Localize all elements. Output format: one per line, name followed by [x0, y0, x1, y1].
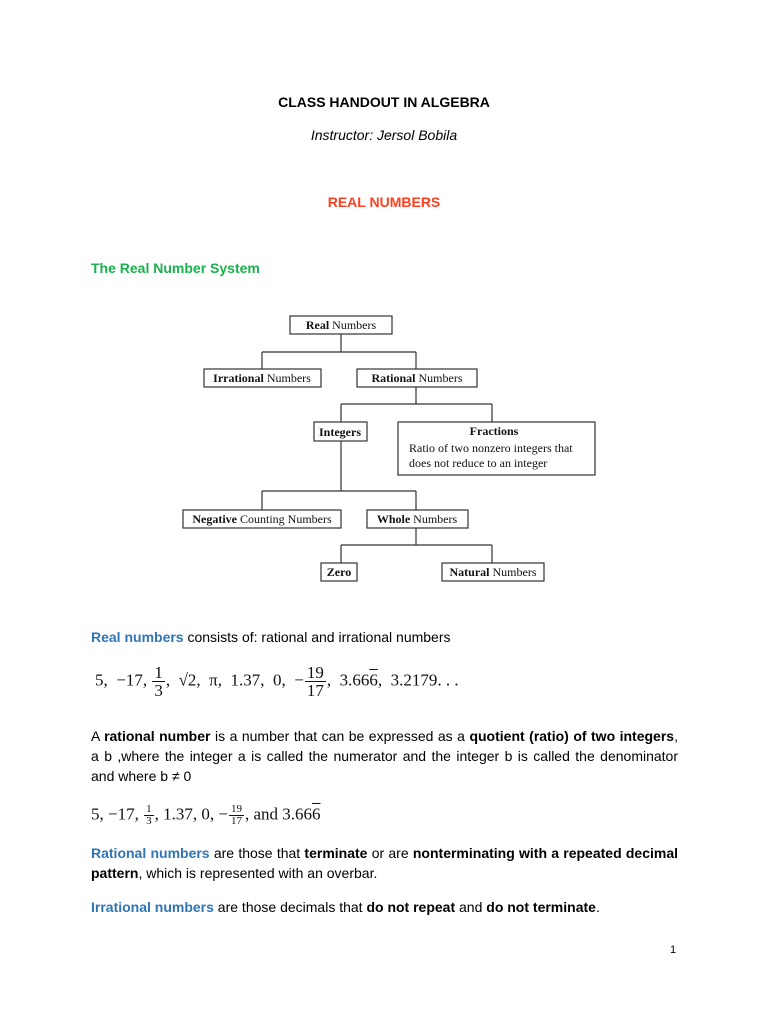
section-title: REAL NUMBERS	[327, 194, 441, 210]
fraction-one-third: $\frac{1}{3}$	[154, 663, 163, 700]
term-real-numbers: Real numbers	[91, 629, 184, 645]
node-integers: Integers	[319, 425, 361, 439]
fraction-nineteen-seventeenths: $\frac{19}{17}$	[306, 663, 324, 700]
term-rational-numbers: Rational numbers	[91, 845, 210, 861]
term-irrational-numbers: Irrational numbers	[91, 899, 214, 915]
page-number: 1	[670, 944, 677, 956]
node-irrational-numbers: Irrational Numbers	[213, 371, 311, 385]
real-number-system-diagram	[0, 300, 768, 595]
node-fractions-desc-1: Ratio of two nonzero integers that	[409, 441, 573, 455]
node-fractions-title: Fractions	[469, 424, 519, 438]
example-rational-numbers: 5, −17, $\frac{1}{3}$ , 1.37, 0, − $\frac{19}{17}$ , and 3.666	[91, 803, 321, 827]
paragraph-rational-number-definition: A rational number is a number that can be expressed as a quotient (ratio) of two integers, a b ,where the integer a is called the numerator and the integer b is called the denominator and where b ≠ 0	[91, 728, 678, 784]
node-fractions-desc-2: does not reduce to an integer	[409, 456, 548, 470]
paragraph-rational-numbers: Rational numbers are those that terminate or are nonterminating with a repeated decimal pattern, which is represented with an overbar.	[91, 845, 679, 881]
node-whole-numbers: Whole Numbers	[376, 512, 458, 526]
node-negative-counting-numbers: Negative Counting Numbers	[192, 512, 332, 526]
document-title: CLASS HANDOUT IN ALGEBRA	[278, 94, 490, 110]
node-rational-numbers: Rational Numbers	[371, 371, 463, 385]
node-zero: Zero	[326, 565, 352, 579]
example-real-numbers: 5, −17, $\frac{1}{3}$ , √2, π, 1.37, 0, − $\frac{19}{17}$ , 3.666, 3.2179. . .	[95, 663, 459, 700]
fraction-one-third-small: $\frac{1}{3}$	[146, 803, 152, 827]
instructor-line: Instructor: Jersol Bobila	[310, 127, 458, 143]
fraction-nineteen-seventeenths-small: $\frac{19}{17}$	[230, 803, 242, 827]
paragraph-real-numbers: Real numbers consists of: rational and irrational numbers	[91, 629, 451, 645]
paragraph-irrational-numbers: Irrational numbers are those decimals that do not repeat and do not terminate.	[91, 899, 600, 915]
node-real-numbers: Real Numbers	[305, 318, 377, 332]
node-natural-numbers: Natural Numbers	[449, 565, 537, 579]
subheading: The Real Number System	[91, 260, 260, 276]
